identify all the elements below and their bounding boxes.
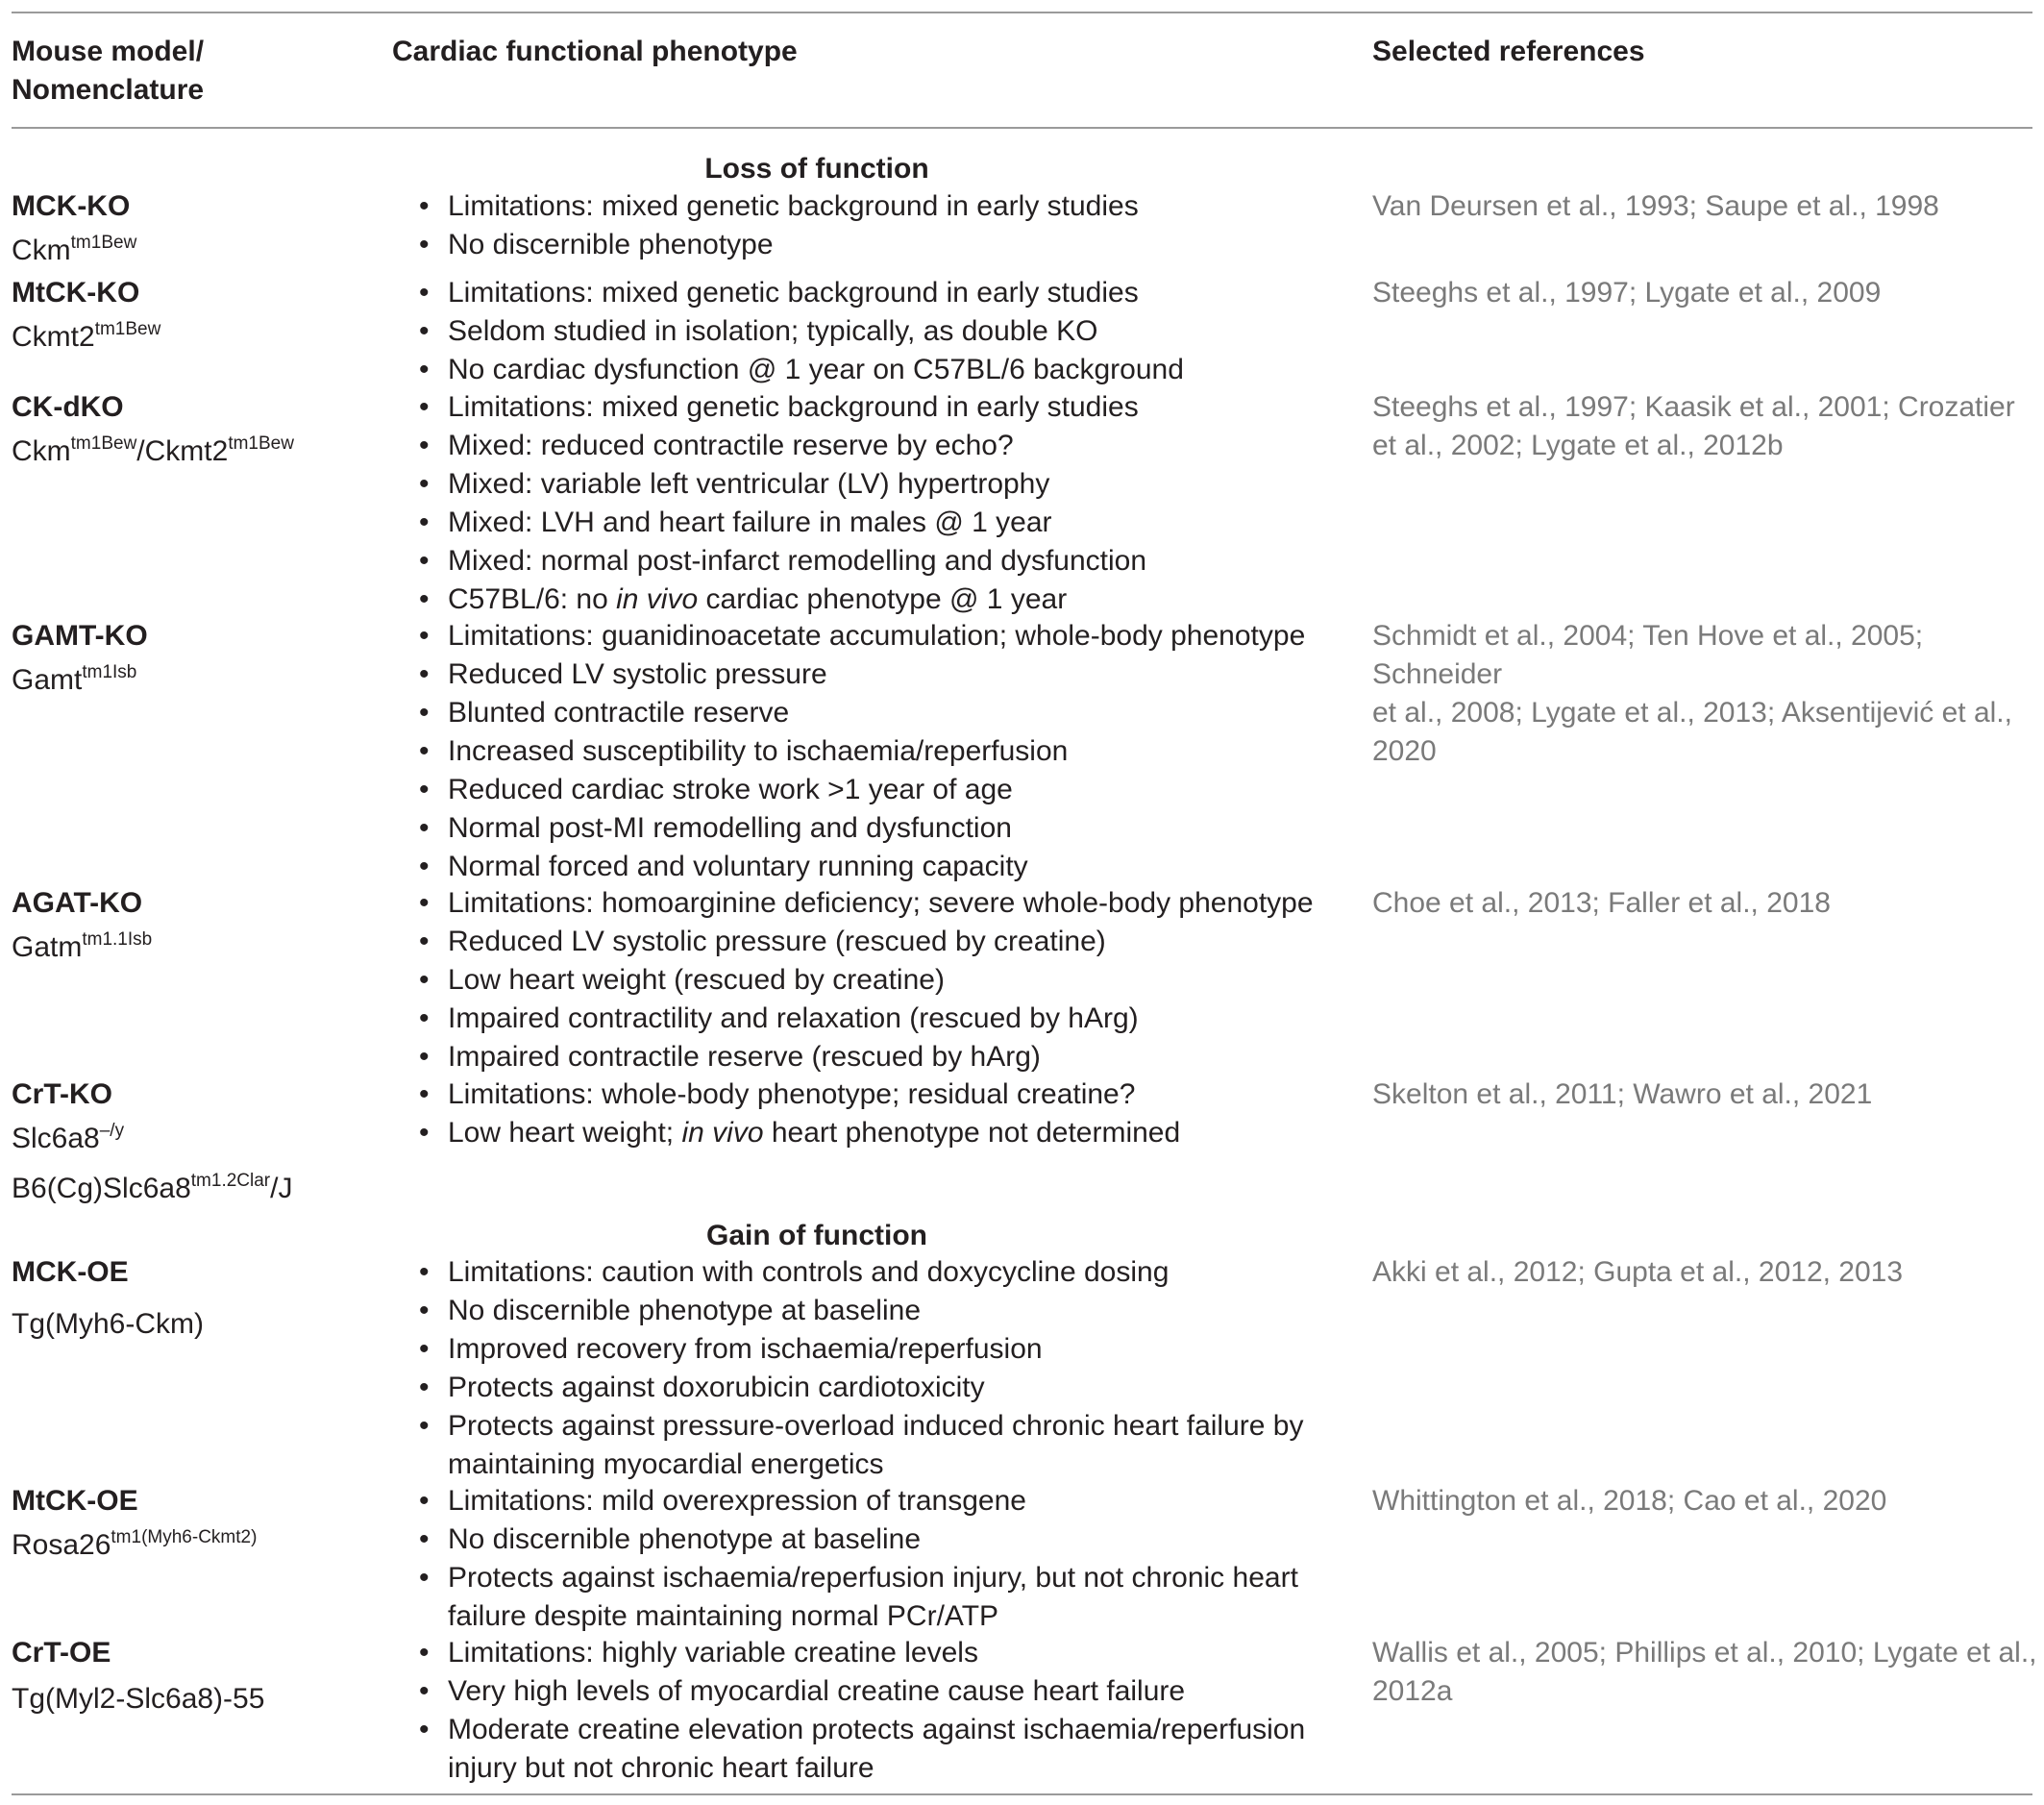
list-item: • Limitations: mixed genetic background in early studies	[417, 187, 1340, 226]
table-row	[12, 274, 160, 357]
references: Steeghs et al., 1997; Kaasik et al., 2001; Crozatier et al., 2002; Lygate et al., 2012b	[1372, 391, 2015, 461]
nomenclature: $Ckmt2^{tm1Bew}$	[12, 319, 161, 353]
list-item: • Limitations: mixed genetic background in early studies	[417, 388, 1340, 427]
list-item: • Low heart weight; in vivo heart phenotype not determined	[417, 1114, 1340, 1152]
list-item: • Mixed: LVH and heart failure in males @ 1 year	[417, 504, 1340, 542]
nomenclature: $Ckm^{tm1Bew}/Ckmt2^{tm1Bew}$	[12, 433, 294, 467]
references: Van Deursen et al., 1993; Saupe et al., 1998	[1372, 190, 1939, 222]
table-row	[12, 884, 152, 967]
list-item: • Low heart weight (rescued by creatine)	[417, 961, 1340, 1000]
list-item: • Mixed: reduced contractile reserve by echo?	[417, 427, 1340, 465]
list-item: • Limitations: guanidinoacetate accumulation; whole-body phenotype	[417, 617, 1340, 655]
nomenclature: $Slc6a8^{-/y}$	[12, 1121, 125, 1154]
list-item: • Normal forced and voluntary running capacity	[417, 848, 1340, 886]
list-item: • Mixed: variable left ventricular (LV) hypertrophy	[417, 465, 1340, 504]
list-item: • Impaired contractility and relaxation (rescued by hArg)	[417, 1000, 1340, 1038]
section-gain-of-function: Gain of function	[706, 1220, 927, 1251]
top-rule	[12, 12, 2032, 13]
phenotype-list	[417, 617, 1340, 886]
nomenclature: Tg(Myl2-Slc6a8)-55	[12, 1683, 265, 1715]
phenotype-list	[417, 1482, 1340, 1636]
list-item: • Limitations: mild overexpression of transgene	[417, 1482, 1340, 1521]
list-item: • Protects against ischaemia/reperfusion injury, but not chronic heart failure despite maintaining normal PCr/ATP	[417, 1559, 1340, 1636]
list-item: • Seldom studied in isolation; typically, as double KO	[417, 312, 1340, 351]
list-item: • Limitations: caution with controls and doxycycline dosing	[417, 1253, 1340, 1292]
model-name: CrT-KO	[12, 1078, 112, 1110]
references: Wallis et al., 2005; Phillips et al., 2010; Lygate et al., 2012a	[1372, 1637, 2037, 1707]
table-row	[12, 617, 148, 700]
list-item: • Improved recovery from ischaemia/reperfusion	[417, 1330, 1340, 1369]
references: Steeghs et al., 1997; Lygate et al., 2009	[1372, 277, 1882, 309]
list-item: • Mixed: normal post-infarct remodelling and dysfunction	[417, 542, 1340, 581]
header-references: Selected references	[1372, 36, 1645, 67]
list-item: • No cardiac dysfunction @ 1 year on C57BL/6 background	[417, 351, 1340, 389]
phenotype-list	[417, 884, 1340, 1076]
nomenclature: Gatm$^{tm1.1Isb}$	[12, 929, 153, 963]
bottom-rule	[12, 1793, 2032, 1795]
phenotype-list	[417, 388, 1340, 619]
list-item: • No discernible phenotype at baseline	[417, 1292, 1340, 1330]
section-loss-of-function: Loss of function	[704, 153, 929, 185]
list-item: • Limitations: homoarginine deficiency; severe whole-body phenotype	[417, 884, 1340, 923]
phenotype-list	[417, 1253, 1340, 1484]
references: Skelton et al., 2011; Wawro et al., 2021	[1372, 1078, 1873, 1110]
header-phenotype: Cardiac functional phenotype	[392, 36, 798, 67]
table-row	[12, 1253, 204, 1344]
phenotype-list	[417, 187, 1340, 264]
list-item: • Reduced LV systolic pressure (rescued by creatine)	[417, 923, 1340, 961]
list-item: • Blunted contractile reserve	[417, 694, 1340, 732]
header-model: Mouse model/ Nomenclature	[12, 36, 205, 106]
phenotype-list	[417, 1076, 1340, 1152]
nomenclature: $B6(Cg)Slc6a8^{tm1.2Clar}/J$	[12, 1171, 293, 1204]
phenotype-list	[417, 274, 1340, 389]
model-name: CrT-OE	[12, 1637, 111, 1669]
table-row	[12, 1076, 292, 1208]
list-item: • Moderate creatine elevation protects against ischaemia/reperfusion injury but not chronic heart failure	[417, 1711, 1340, 1788]
model-name: GAMT-KO	[12, 620, 148, 652]
model-name: AGAT-KO	[12, 887, 143, 919]
table-row	[12, 1482, 257, 1565]
list-item: • Reduced cardiac stroke work >1 year of age	[417, 771, 1340, 809]
list-item: • Normal post-MI remodelling and dysfunction	[417, 809, 1340, 848]
model-name: MtCK-KO	[12, 277, 140, 309]
nomenclature: Ckm$^{tm1Bew}$	[12, 233, 137, 266]
references: Akki et al., 2012; Gupta et al., 2012, 2013	[1372, 1256, 1904, 1288]
references: Whittington et al., 2018; Cao et al., 2020	[1372, 1485, 1887, 1517]
list-item: • Limitations: highly variable creatine levels	[417, 1634, 1340, 1672]
list-item: • Impaired contractile reserve (rescued by hArg)	[417, 1038, 1340, 1076]
header-rule	[12, 127, 2032, 129]
list-item: • Reduced LV systolic pressure	[417, 655, 1340, 694]
table-row	[12, 187, 136, 270]
list-item: • Limitations: mixed genetic background in early studies	[417, 274, 1340, 312]
table-row	[12, 388, 294, 471]
list-item: • Very high levels of myocardial creatine cause heart failure	[417, 1672, 1340, 1711]
references: Choe et al., 2013; Faller et al., 2018	[1372, 887, 1831, 919]
model-name: MCK-KO	[12, 190, 131, 222]
nomenclature: Gamt$^{tm1Isb}$	[12, 662, 137, 696]
table-row	[12, 1634, 264, 1718]
list-item: • Protects against doxorubicin cardiotoxicity	[417, 1369, 1340, 1407]
nomenclature: $Rosa26^{tm1(Myh6-Ckmt2)}$	[12, 1527, 258, 1561]
list-item: • No discernible phenotype at baseline	[417, 1521, 1340, 1559]
list-item: • Increased susceptibility to ischaemia/reperfusion	[417, 732, 1340, 771]
model-name: MCK-OE	[12, 1256, 129, 1288]
list-item: • No discernible phenotype	[417, 226, 1340, 264]
list-item: • Protects against pressure-overload induced chronic heart failure by maintaining myocardial energetics	[417, 1407, 1340, 1484]
list-item: • C57BL/6: no in vivo cardiac phenotype @ 1 year	[417, 581, 1340, 619]
model-name: MtCK-OE	[12, 1485, 138, 1517]
model-name: CK-dKO	[12, 391, 124, 423]
nomenclature: Tg(Myh6-Ckm)	[12, 1308, 204, 1340]
list-item: • Limitations: whole-body phenotype; residual creatine?	[417, 1076, 1340, 1114]
phenotype-list	[417, 1634, 1340, 1788]
references: Schmidt et al., 2004; Ten Hove et al., 2005; Schneider et al., 2008; Lygate et al., 2013; Aksentijević et al., 2020	[1372, 620, 2012, 767]
